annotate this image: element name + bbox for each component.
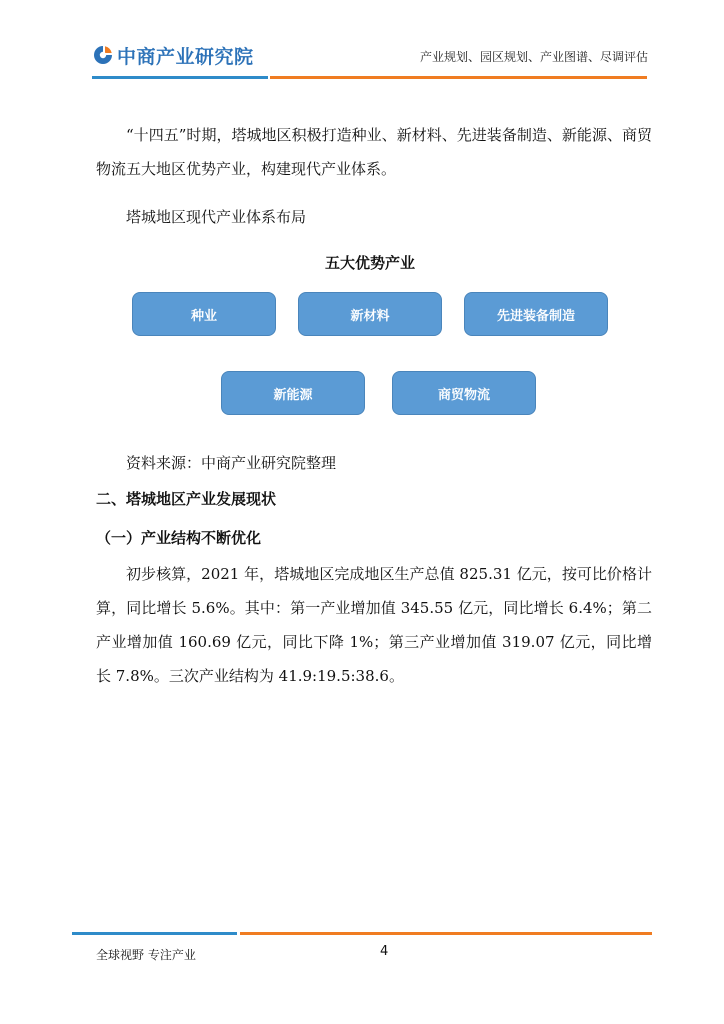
header-logo (92, 42, 254, 68)
industry-box-logistics: 商贸物流 (392, 371, 536, 415)
industry-box-equipment: 先进装备制造 (464, 292, 608, 336)
section-heading: 二、塔城地区产业发展现状 (96, 490, 277, 508)
industry-box-energy: 新能源 (221, 371, 365, 415)
industry-box-materials: 新材料 (298, 292, 442, 336)
page-number: 4 (380, 944, 389, 959)
logo-icon (92, 44, 114, 66)
figure-caption: 塔城地区现代产业体系布局 (126, 208, 307, 226)
logo-text: 中商产业研究院 (117, 45, 254, 68)
header-divider-blue (92, 76, 268, 79)
footer-divider-orange (240, 932, 652, 935)
diagram-title: 五大优势产业 (324, 254, 415, 272)
header-tagline: 产业规划、园区规划、产业图谱、尽调评估 (419, 50, 648, 64)
footer-divider-blue (72, 932, 237, 935)
source-note: 资料来源：中商产业研究院整理 (126, 454, 337, 472)
header-divider-orange (270, 76, 647, 79)
industry-box-seed: 种业 (132, 292, 276, 336)
section-paragraph: 初步核算，2021 年，塔城地区完成地区生产总值 825.31 亿元，按可比价格计算，同比增长 5.6%。其中：第一产业增加值 345.55 亿元，同比增长 6.4%；第二产业增加值 160.69 亿元，同比下降 1%；第三产业增加值 319.07 亿元，同比增长 7.8%。三次产业结构为 41.9:19.5:38.6。 (96, 565, 652, 685)
section-subheading: （一）产业结构不断优化 (96, 529, 262, 547)
intro-paragraph: “十四五”时期，塔城地区积极打造种业、新材料、先进装备制造、新能源、商贸物流五大地区优势产业，构建现代产业体系。 (96, 126, 652, 178)
footer-slogan: 全球视野 专注产业 (96, 948, 196, 962)
